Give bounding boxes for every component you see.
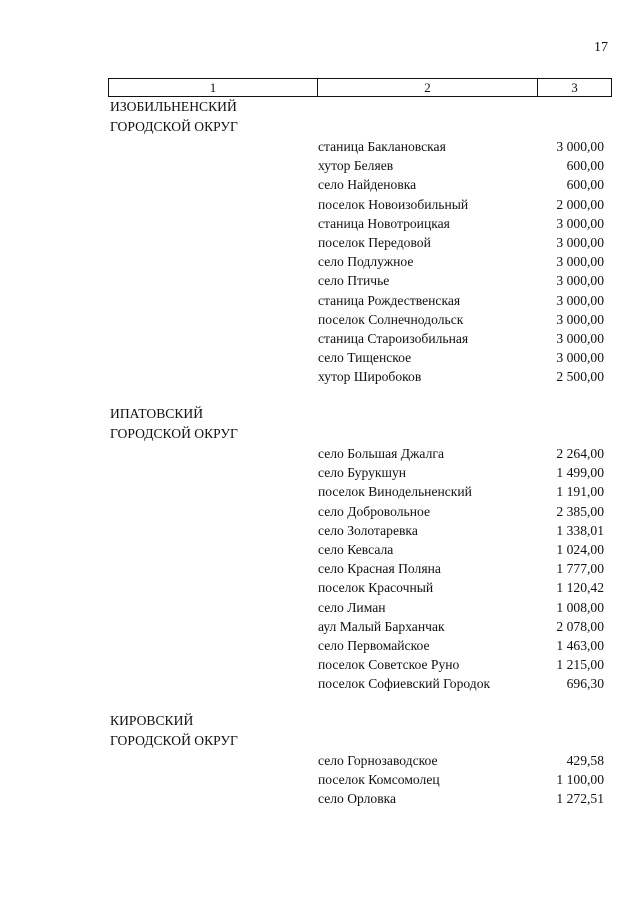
settlement-name: хутор Беляев <box>318 158 394 174</box>
settlement-name: село Золотаревка <box>318 522 418 538</box>
district-name-line1: ИПАТОВСКИЙ <box>110 406 204 421</box>
settlement-name: поселок Красочный <box>318 580 434 596</box>
settlement-row <box>110 578 610 597</box>
settlement-name: аул Малый Барханчак <box>318 618 445 634</box>
settlement-amount: 3 000,00 <box>556 350 604 366</box>
settlement-row <box>110 329 610 348</box>
settlement-row <box>110 291 610 310</box>
settlement-name: поселок Передовой <box>318 234 431 250</box>
settlement-name: село Птичье <box>318 273 390 289</box>
settlement-amount: 600,00 <box>566 177 604 193</box>
column-header-1: 1 <box>109 79 318 97</box>
settlement-amount: 1 338,01 <box>556 522 604 538</box>
settlement-amount: 1 215,00 <box>556 657 604 673</box>
settlement-row <box>110 674 610 693</box>
settlement-name: село Горнозаводское <box>318 753 438 768</box>
column-header-3: 3 <box>538 79 612 97</box>
settlement-row <box>110 636 610 655</box>
settlement-name: село Кевсала <box>318 541 394 557</box>
column-header-row <box>109 79 612 97</box>
district-name-line2: ГОРОДСКОЙ ОКРУГ <box>110 425 238 441</box>
settlement-row <box>110 463 610 482</box>
settlement-row <box>110 502 610 521</box>
settlement-name: село Тищенское <box>318 350 412 366</box>
settlement-list <box>110 444 610 693</box>
settlement-row <box>110 233 610 252</box>
settlement-name: село Лиман <box>318 599 386 615</box>
settlement-row <box>110 751 610 770</box>
settlement-name: поселок Новоизобильный <box>318 196 469 212</box>
settlement-name: поселок Советское Руно <box>318 657 460 673</box>
district-name-line2: ГОРОДСКОЙ ОКРУГ <box>110 732 238 748</box>
settlement-amount: 3 000,00 <box>556 330 604 346</box>
settlement-name: поселок Винодельненский <box>318 484 472 500</box>
column-header-table <box>108 78 612 97</box>
settlement-row <box>110 195 610 214</box>
settlement-name: хутор Широбоков <box>318 369 422 385</box>
settlement-amount: 2 500,00 <box>556 369 604 385</box>
settlement-row <box>110 789 610 808</box>
settlement-amount: 3 000,00 <box>556 311 604 327</box>
settlement-amount: 2 000,00 <box>556 196 604 212</box>
settlement-amount: 3 000,00 <box>556 139 604 154</box>
settlement-amount: 429,58 <box>566 753 604 768</box>
settlement-amount: 3 000,00 <box>556 273 604 289</box>
settlement-amount: 1 463,00 <box>556 637 604 653</box>
settlement-name: село Найденовка <box>318 177 417 193</box>
settlement-row <box>110 175 610 194</box>
settlement-row <box>110 770 610 789</box>
settlement-amount: 2 264,00 <box>556 446 604 461</box>
district-name-line1: ИЗОБИЛЬНЕНСКИЙ <box>110 99 237 114</box>
settlement-amount: 1 024,00 <box>556 541 604 557</box>
settlement-amount: 1 100,00 <box>556 772 604 788</box>
settlement-row <box>110 156 610 175</box>
settlement-amount: 1 120,42 <box>556 580 604 596</box>
settlement-row <box>110 310 610 329</box>
settlement-amount: 1 777,00 <box>556 561 604 577</box>
settlement-row <box>110 348 610 367</box>
district-section-kirovsky <box>110 711 610 809</box>
settlement-name: станица Рождественская <box>318 292 461 308</box>
settlement-amount: 3 000,00 <box>556 292 604 308</box>
settlement-list <box>110 137 610 386</box>
settlement-row <box>110 367 610 386</box>
settlement-name: поселок Комсомолец <box>318 772 440 788</box>
settlement-amount: 600,00 <box>566 158 604 174</box>
settlement-name: село Первомайское <box>318 637 430 653</box>
settlement-row <box>110 252 610 271</box>
settlement-row <box>110 214 610 233</box>
settlement-row <box>110 521 610 540</box>
settlement-amount: 1 008,00 <box>556 599 604 615</box>
settlement-amount: 3 000,00 <box>556 234 604 250</box>
settlement-amount: 696,30 <box>566 676 604 692</box>
district-name-line1: КИРОВСКИЙ <box>110 713 194 728</box>
settlement-amount: 3 000,00 <box>556 254 604 270</box>
settlement-name: село Орловка <box>318 791 397 807</box>
settlement-row <box>110 444 610 463</box>
settlement-name: село Большая Джалга <box>318 446 444 461</box>
column-header-2: 2 <box>318 79 538 97</box>
settlement-name: станица Баклановская <box>318 139 446 154</box>
settlement-amount: 2 078,00 <box>556 618 604 634</box>
settlement-row <box>110 482 610 501</box>
settlement-row <box>110 655 610 674</box>
district-section-ipatovsky <box>110 404 610 693</box>
settlement-name: станица Староизобильная <box>318 330 469 346</box>
settlement-name: село Подлужное <box>318 254 414 270</box>
settlement-amount: 3 000,00 <box>556 215 604 231</box>
district-section-izobilnensky <box>110 97 610 386</box>
settlement-row <box>110 559 610 578</box>
settlement-amount: 1 191,00 <box>556 484 604 500</box>
page-number: 17 <box>594 40 608 55</box>
settlement-name: село Красная Поляна <box>318 561 441 577</box>
settlement-list <box>110 751 610 809</box>
settlement-name: село Добровольное <box>318 503 430 519</box>
settlement-amount: 2 385,00 <box>556 503 604 519</box>
settlement-amount: 1 272,51 <box>556 791 604 807</box>
settlement-name: село Бурукшун <box>318 465 407 481</box>
settlement-amount: 1 499,00 <box>556 465 604 481</box>
settlement-row <box>110 271 610 290</box>
settlement-name: поселок Солнечнодольск <box>318 311 464 327</box>
settlement-row <box>110 540 610 559</box>
district-name-line2: ГОРОДСКОЙ ОКРУГ <box>110 118 238 134</box>
settlement-name: поселок Софиевский Городок <box>318 676 491 692</box>
settlement-name: станица Новотроицкая <box>318 215 450 231</box>
settlement-row <box>110 137 610 156</box>
settlement-row <box>110 617 610 636</box>
settlement-row <box>110 598 610 617</box>
